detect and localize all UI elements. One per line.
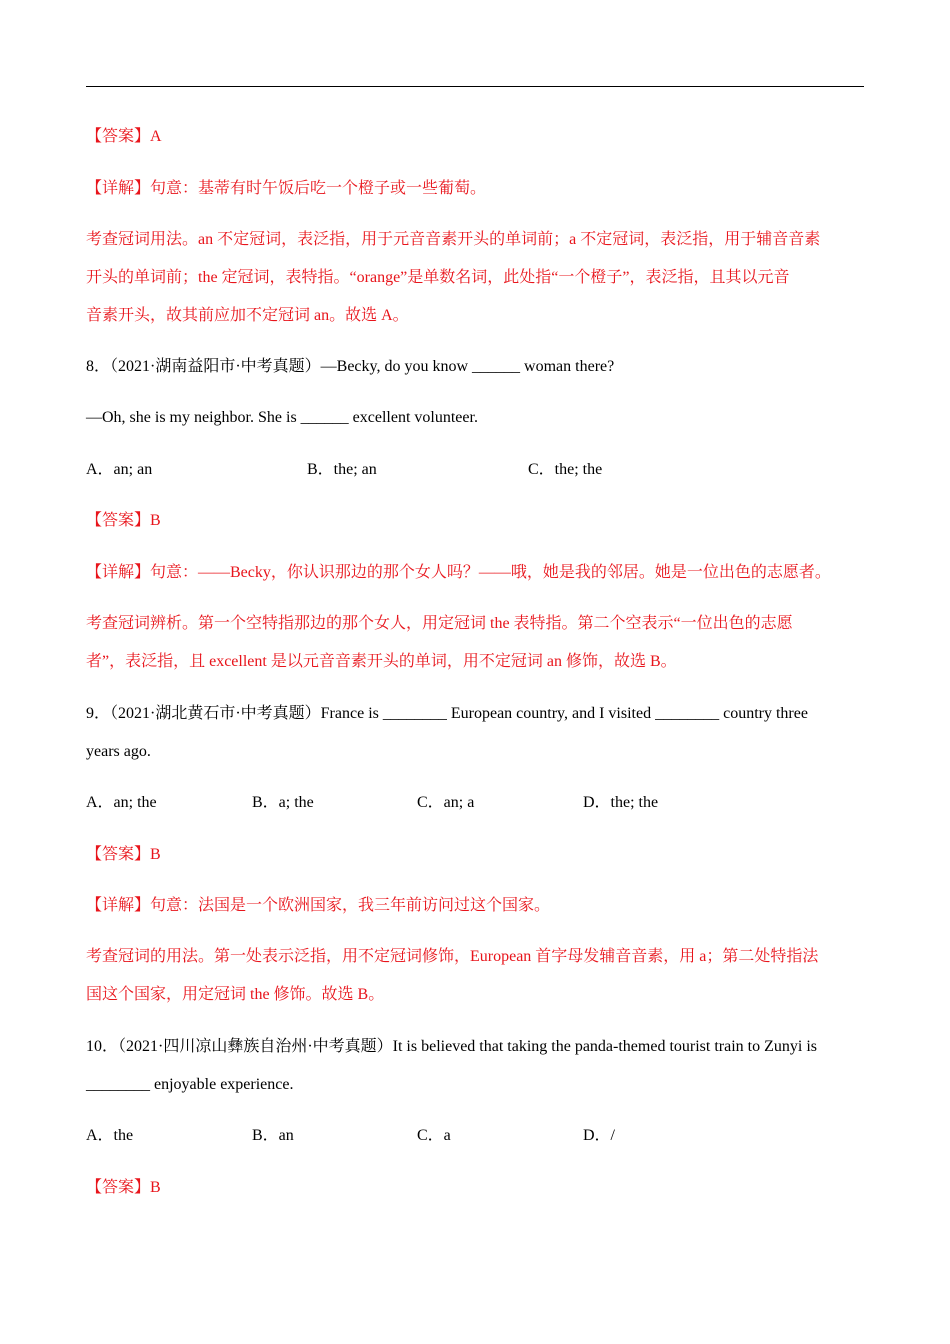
question-8-stem-line2: —Oh, she is my neighbor. She is ______ excellent volunteer. [86,409,478,426]
answer-q10: 【答案】B [86,1179,161,1196]
q10-option-a: A．the [86,1127,134,1144]
question-10-stem-line2: ________ enjoyable experience. [86,1076,294,1093]
question-10-stem: 10．（2021·四川凉山彝族自治州·中考真题）It is believed that taking the panda-themed tourist train to Zunyi is [86,1038,818,1055]
detail-meaning-q7: 【详解】句意：基蒂有时午饭后吃一个橙子或一些葡萄。 [86,180,487,197]
answer-q8: 【答案】B [86,512,161,529]
answer-q7: 【答案】A [86,128,162,145]
q9-option-d: D．the; the [583,794,659,811]
header-rule [86,86,864,87]
answer-q9: 【答案】B [86,846,161,863]
detail-explain-q7-line3: 音素开头，故其前应加不定冠词 an。故选 A。 [86,307,409,324]
question-9-stem: 9．（2021·湖北黄石市·中考真题）France is ________ European country, and I visited ________ country three [86,705,808,722]
detail-explain-q8-line1: 考查冠词辨析。第一个空特指那边的那个女人，用定冠词 the 表特指。第二个空表示“一位出色的志愿 [86,615,793,632]
detail-explain-q9-line2: 国这个国家，用定冠词 the 修饰。故选 B。 [86,986,385,1003]
q8-option-c: C．the; the [528,461,603,478]
q10-option-b: B．an [252,1127,294,1144]
q9-option-c: C．an; a [417,794,475,811]
q10-option-d: D．/ [583,1127,616,1144]
question-9-stem-line2: years ago. [86,743,151,760]
detail-meaning-q8: 【详解】句意：——Becky，你认识那边的那个女人吗？——哦，她是我的邻居。她是一位出色的志愿者。 [86,564,831,581]
detail-explain-q7-line1: 考查冠词用法。an 不定冠词，表泛指，用于元音音素开头的单词前；a 不定冠词，表泛指，用于辅音音素 [86,231,821,248]
detail-explain-q7-line2: 开头的单词前；the 定冠词，表特指。“orange”是单数名词，此处指“一个橙子”，表泛指，且其以元音 [86,269,790,286]
detail-explain-q9-line1: 考查冠词的用法。第一处表示泛指，用不定冠词修饰，European 首字母发辅音音素，用 a；第二处特指法 [86,948,819,965]
q10-option-c: C．a [417,1127,451,1144]
q9-option-b: B．a; the [252,794,314,811]
detail-explain-q8-line2: 者”，表泛指，且 excellent 是以元音音素开头的单词，用不定冠词 an 修饰，故选 B。 [86,653,677,670]
q8-option-b: B．the; an [307,461,377,478]
detail-meaning-q9: 【详解】句意：法国是一个欧洲国家，我三年前访问过这个国家。 [86,897,551,914]
question-8-stem: 8．（2021·湖南益阳市·中考真题）—Becky, do you know ______ woman there? [86,358,615,375]
q8-option-a: A．an; an [86,461,153,478]
q9-option-a: A．an; the [86,794,157,811]
